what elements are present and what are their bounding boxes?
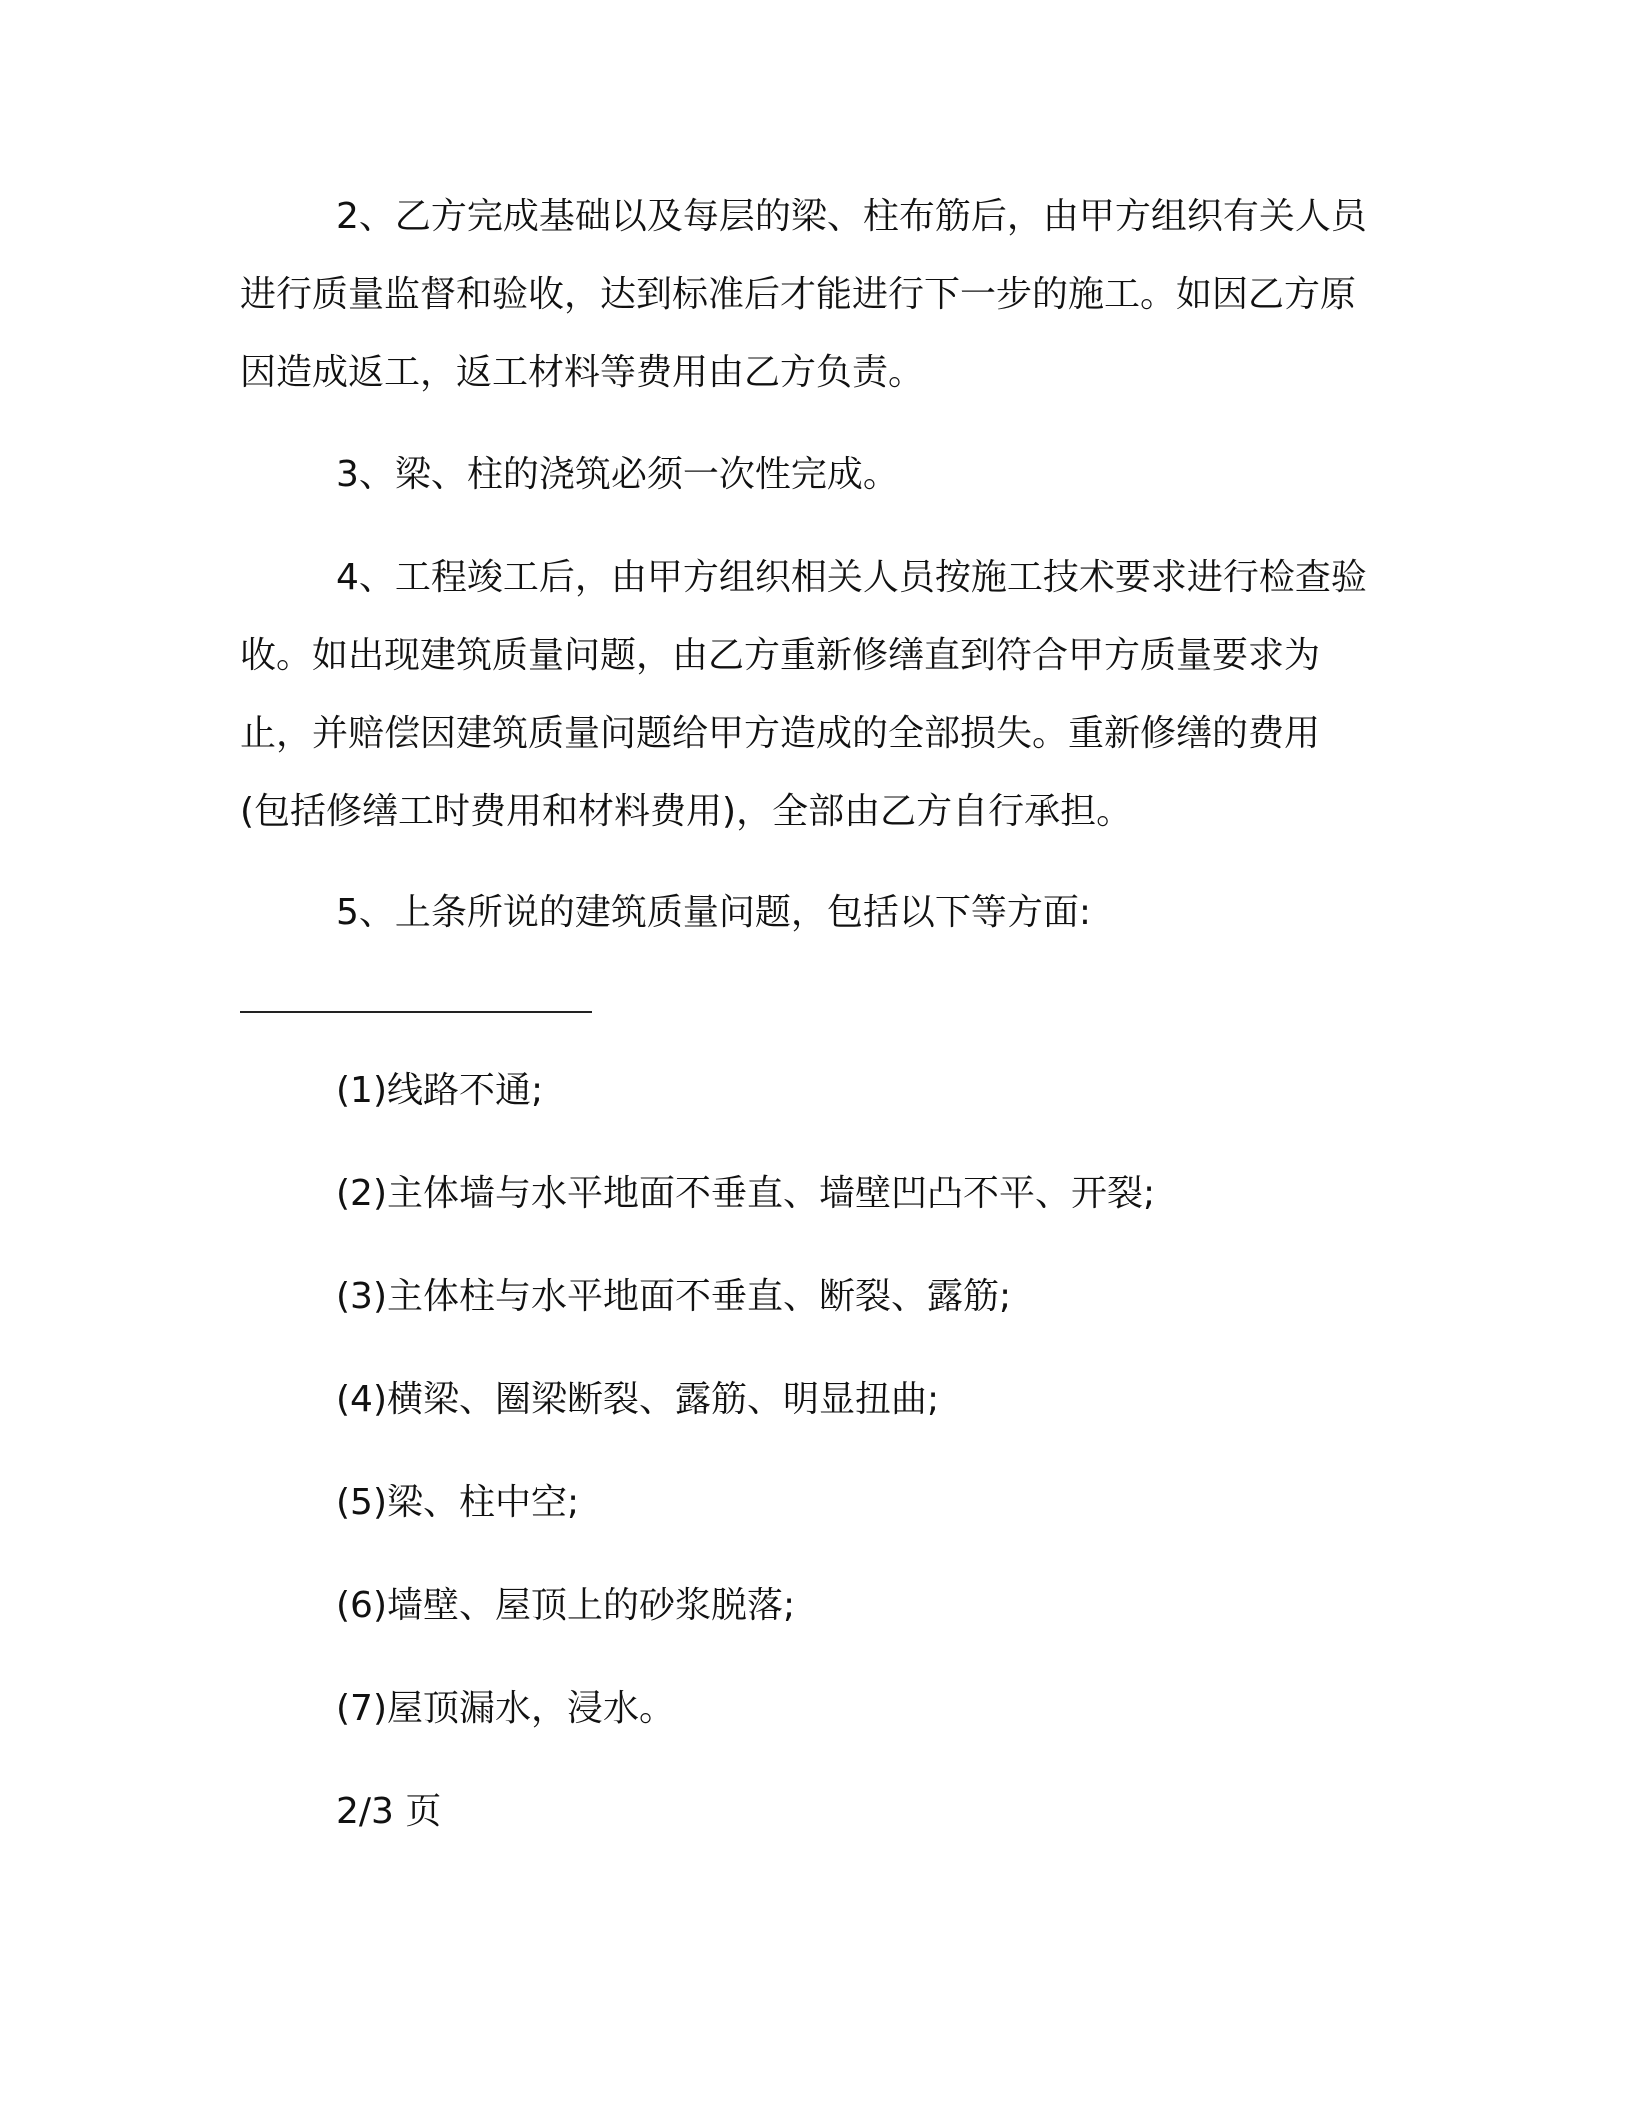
blank-underline (240, 1011, 592, 1013)
list-item-1: (1)线路不通; (336, 1070, 544, 1111)
list-item-5: (5)梁、柱中空; (336, 1482, 580, 1523)
paragraph-4: 4、工程竣工后，由甲方组织相关人员按施工技术要求进行检查验收。如出现建筑质量问题，由乙方重新修缮直到符合甲方质量要求为止，并赔偿因建筑质量问题给甲方造成的全部损失。重新修缮的费用(包括修缮工时费用和材料费用)，全部由乙方自行承担。 (240, 557, 1367, 832)
paragraph-3: 3、梁、柱的浇筑必须一次性完成。 (336, 454, 899, 495)
list-item-4: (4)横梁、圈梁断裂、露筋、明显扭曲; (336, 1379, 940, 1420)
page-number: 2/3 页 (336, 1791, 442, 1832)
paragraph-5: 5、上条所说的建筑质量问题，包括以下等方面: (336, 892, 1092, 933)
paragraph-2: 2、乙方完成基础以及每层的梁、柱布筋后，由甲方组织有关人员进行质量监督和验收，达到标准后才能进行下一步的施工。如因乙方原因造成返工，返工材料等费用由乙方负责。 (240, 196, 1367, 393)
list-item-7: (7)屋顶漏水，浸水。 (336, 1688, 675, 1729)
list-item-2: (2)主体墙与水平地面不垂直、墙壁凹凸不平、开裂; (336, 1173, 1156, 1214)
list-item-3: (3)主体柱与水平地面不垂直、断裂、露筋; (336, 1276, 1012, 1317)
list-item-6: (6)墙壁、屋顶上的砂浆脱落; (336, 1585, 796, 1626)
